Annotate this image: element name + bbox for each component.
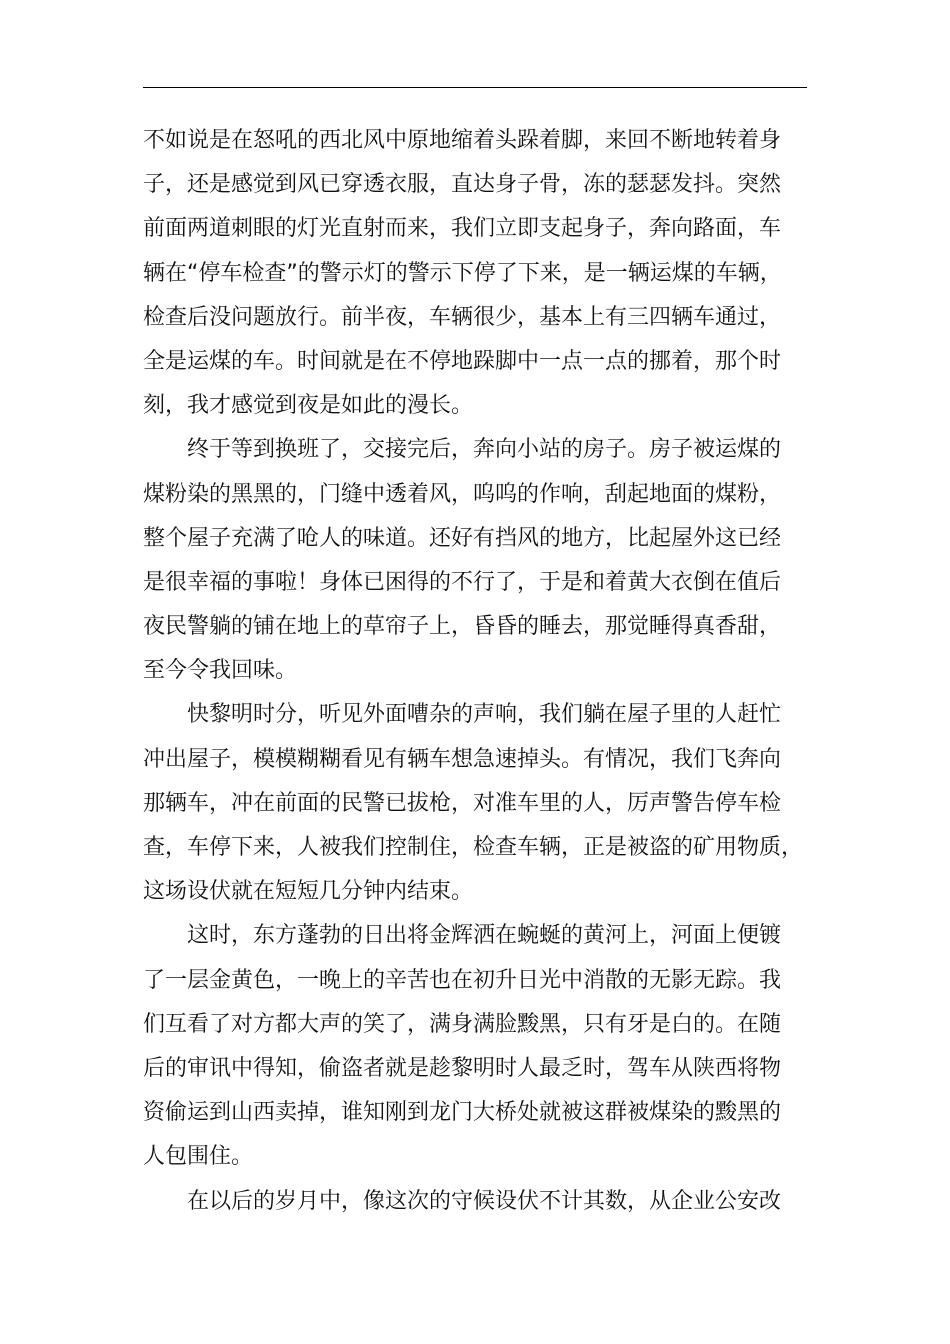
paragraph-first-line: 快黎明时分，听见外面嘈杂的声响，我们躺在屋子里的人赶忙 (187, 702, 782, 728)
text-line: 冲出屋子，模模糊糊看见有辆车想急速掉头。有情况，我们飞奔向 (143, 746, 782, 772)
text-line: 检查后没问题放行。前半夜，车辆很少，基本上有三四辆车通过， (143, 304, 782, 330)
text-line: 刻，我才感觉到夜是如此的漫长。 (143, 393, 474, 419)
text-line: 这场设伏就在短短几分钟内结束。 (143, 879, 474, 905)
header-rule (143, 87, 807, 88)
body-text (143, 119, 807, 1224)
text-line: 夜民警躺的铺在地上的草帘子上，昏昏的睡去，那觉睡得真香甜， (143, 614, 782, 640)
text-line: 辆在“停车检查”的警示灯的警示下停了下来，是一辆运煤的车辆， (143, 260, 782, 286)
text-line: 子，还是感觉到风已穿透衣服，直达身子骨，冻的瑟瑟发抖。突然 (143, 172, 782, 198)
text-line: 是很幸福的事啦！身体已困得的不行了，于是和着黄大衣倒在值后 (143, 569, 782, 595)
paragraph-first-line: 在以后的岁月中，像这次的守候设伏不计其数，从企业公安改 (187, 1188, 782, 1214)
text-line: 煤粉染的黑黑的，门缝中透着风，呜呜的作响，刮起地面的煤粉， (143, 481, 782, 507)
text-line: 后的审讯中得知，偷盗者就是趁黎明时人最乏时，驾车从陕西将物 (143, 1055, 782, 1081)
text-line: 资偷运到山西卖掉，谁知刚到龙门大桥处就被这群被煤染的黢黑的 (143, 1100, 782, 1126)
text-line: 了一层金黄色，一晚上的辛苦也在初升日光中消散的无影无踪。我 (143, 967, 782, 993)
text-line: 前面两道刺眼的灯光直射而来，我们立即支起身子，奔向路面，车 (143, 216, 782, 242)
text-line: 那辆车，冲在前面的民警已拔枪，对准车里的人，厉声警告停车检 (143, 790, 782, 816)
paragraph-first-line: 终于等到换班了，交接完后，奔向小站的房子。房子被运煤的 (187, 437, 782, 463)
text-line: 整个屋子充满了呛人的味道。还好有挡风的地方，比起屋外这已经 (143, 525, 782, 551)
text-line: 不如说是在怒吼的西北风中原地缩着头跺着脚，来回不断地转着身 (143, 128, 782, 153)
paragraph-first-line: 这时，东方蓬勃的日出将金辉洒在蜿蜒的黄河上，河面上便镀 (187, 923, 782, 949)
text-line: 们互看了对方都大声的笑了，满身满脸黢黑，只有牙是白的。在随 (143, 1011, 782, 1037)
text-line: 至今令我回味。 (143, 658, 298, 684)
text-line: 人包围住。 (143, 1144, 254, 1170)
text-line: 全是运煤的车。时间就是在不停地跺脚中一点一点的挪着，那个时 (143, 348, 782, 374)
text-line: 查，车停下来，人被我们控制住，检查车辆，正是被盗的矿用物质， (143, 835, 804, 860)
